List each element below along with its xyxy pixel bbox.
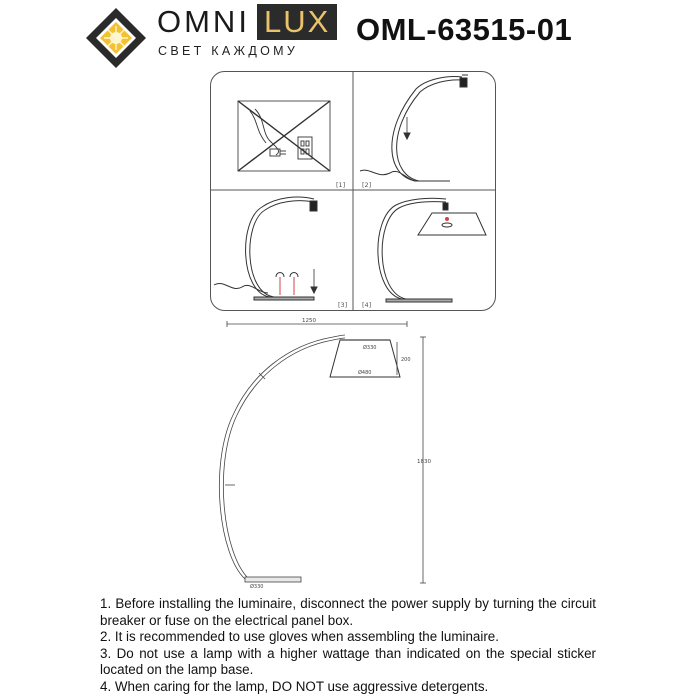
instruction-item: 1. Before installing the luminaire, disconnect the power supply by turning the circuit breaker or fuse on the electrical panel box. <box>100 596 596 628</box>
dim-shade-bottom: Ø480 <box>358 370 372 376</box>
dim-shade-height: 200 <box>401 357 411 363</box>
lamp-dimension-drawing <box>215 315 465 595</box>
step-label-2: [2] <box>362 181 372 189</box>
step-3-attach-base <box>214 197 347 309</box>
instruction-item: 3. Do not use a lamp with a higher wattage than indicated on the special sticker located on the lamp base. <box>100 645 596 678</box>
omnilux-logo-icon <box>84 6 148 70</box>
step-label-1: [1] <box>336 181 346 189</box>
instruction-item: 2. It is recommended to use gloves when assembling the luminaire. <box>100 629 499 645</box>
dim-base: Ø330 <box>250 584 264 590</box>
step-2-install-arc <box>360 75 468 189</box>
instruction-item: 4. When caring for the lamp, DO NOT use aggressive detergents. <box>100 678 489 694</box>
dim-width: 1250 <box>302 318 316 324</box>
header <box>0 0 700 70</box>
step-4-attach-shade <box>362 198 486 309</box>
step-label-4: [4] <box>362 301 372 309</box>
safety-instructions <box>100 596 596 696</box>
dim-shade-top: Ø330 <box>363 345 377 351</box>
brand-lux: LUX <box>257 4 337 40</box>
dim-height: 1830 <box>417 459 431 465</box>
model-number: OML-63515-01 <box>356 12 573 47</box>
brand-omni: OMNI <box>157 4 250 39</box>
step-1-power-off <box>238 101 345 189</box>
assembly-steps-diagram <box>210 71 496 311</box>
brand-tagline: СВЕТ КАЖДОМУ <box>158 44 299 58</box>
step-label-3: [3] <box>338 301 348 309</box>
